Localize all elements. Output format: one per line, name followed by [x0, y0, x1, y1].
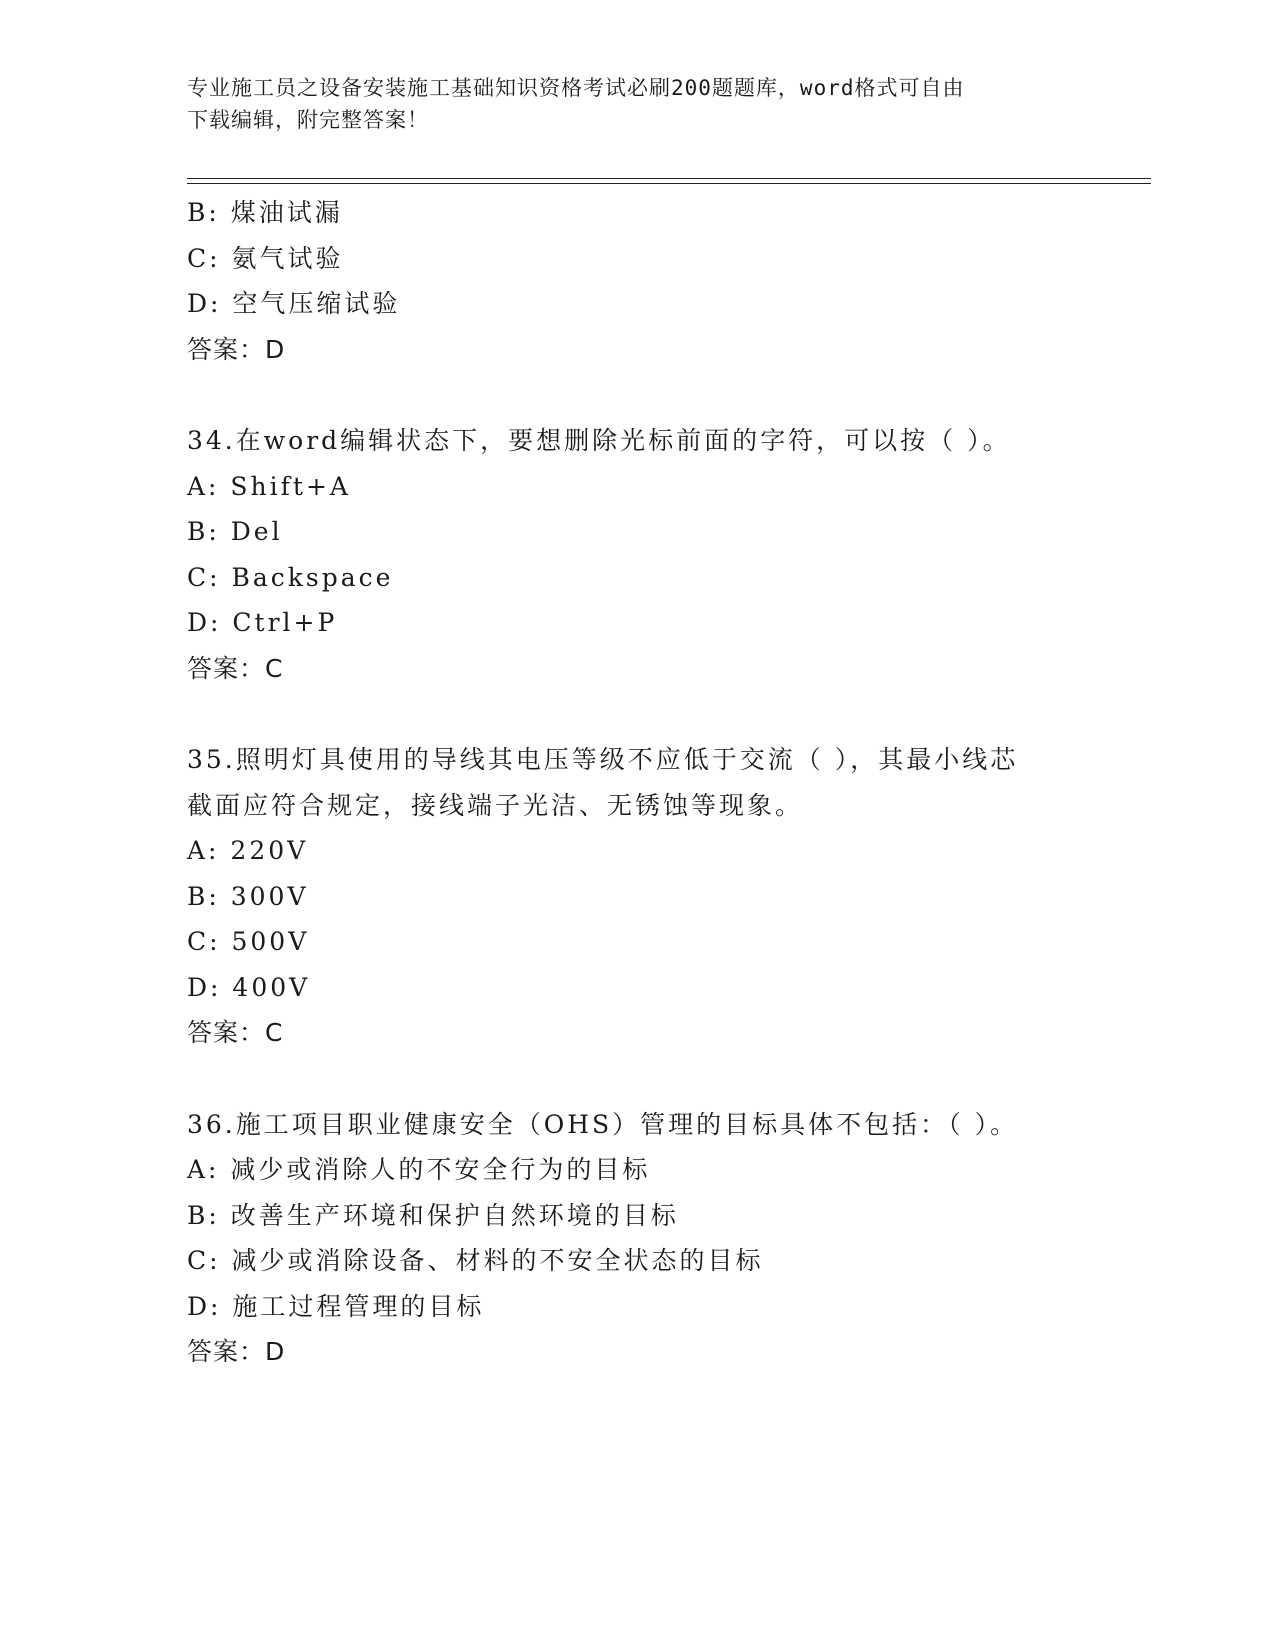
question-text: 36.施工项目职业健康安全（OHS）管理的目标具体不包括：（ ）。: [187, 1109, 1019, 1139]
option-b: B: Del: [187, 517, 283, 546]
option-d: D: Ctrl+P: [187, 608, 338, 637]
answer: 答案：C: [187, 653, 284, 683]
document-header: [187, 72, 1067, 136]
option-a: A: Shift+A: [187, 471, 351, 501]
option-d: D: 施工过程管理的目标: [187, 1291, 485, 1321]
option-c: C: Backspace: [187, 562, 394, 592]
question-list: [187, 190, 1147, 1375]
question-34: [187, 418, 1147, 691]
question-36: [187, 1102, 1147, 1375]
question-text-line-1: 35.照明灯具使用的导线其电压等级不应低于交流（ ），其最小线芯: [187, 745, 1019, 774]
header-divider-top: [187, 178, 1151, 179]
header-title-line-1: 专业施工员之设备安装施工基础知识资格考试必刷200题题库，word格式可自由: [187, 76, 965, 100]
answer: 答案：C: [187, 1018, 284, 1047]
option-c: C: 氨气试验: [187, 243, 344, 273]
option-c: C: 减少或消除设备、材料的不安全状态的目标: [187, 1246, 764, 1275]
option-a: A: 220V: [187, 836, 309, 865]
option-b: B: 煤油试漏: [187, 198, 343, 227]
header-title-line-2: 下载编辑，附完整答案！: [187, 108, 429, 132]
question-35: [187, 737, 1147, 1056]
answer: 答案：D: [187, 1337, 286, 1366]
option-b: B: 300V: [187, 881, 309, 911]
question-33: [187, 190, 1147, 372]
answer: 答案：D: [187, 334, 286, 364]
option-b: B: 改善生产环境和保护自然环境的目标: [187, 1200, 679, 1230]
option-c: C: 500V: [187, 927, 310, 956]
option-d: D: 400V: [187, 972, 311, 1002]
question-text-line-2: 截面应符合规定，接线端子光洁、无锈蚀等现象。: [187, 790, 804, 820]
header-divider-bottom: [187, 183, 1151, 184]
option-a: A: 减少或消除人的不安全行为的目标: [187, 1155, 651, 1184]
option-d: D: 空气压缩试验: [187, 289, 401, 318]
question-text: 34.在word编辑状态下，要想删除光标前面的字符，可以按（ ）。: [187, 426, 1011, 455]
